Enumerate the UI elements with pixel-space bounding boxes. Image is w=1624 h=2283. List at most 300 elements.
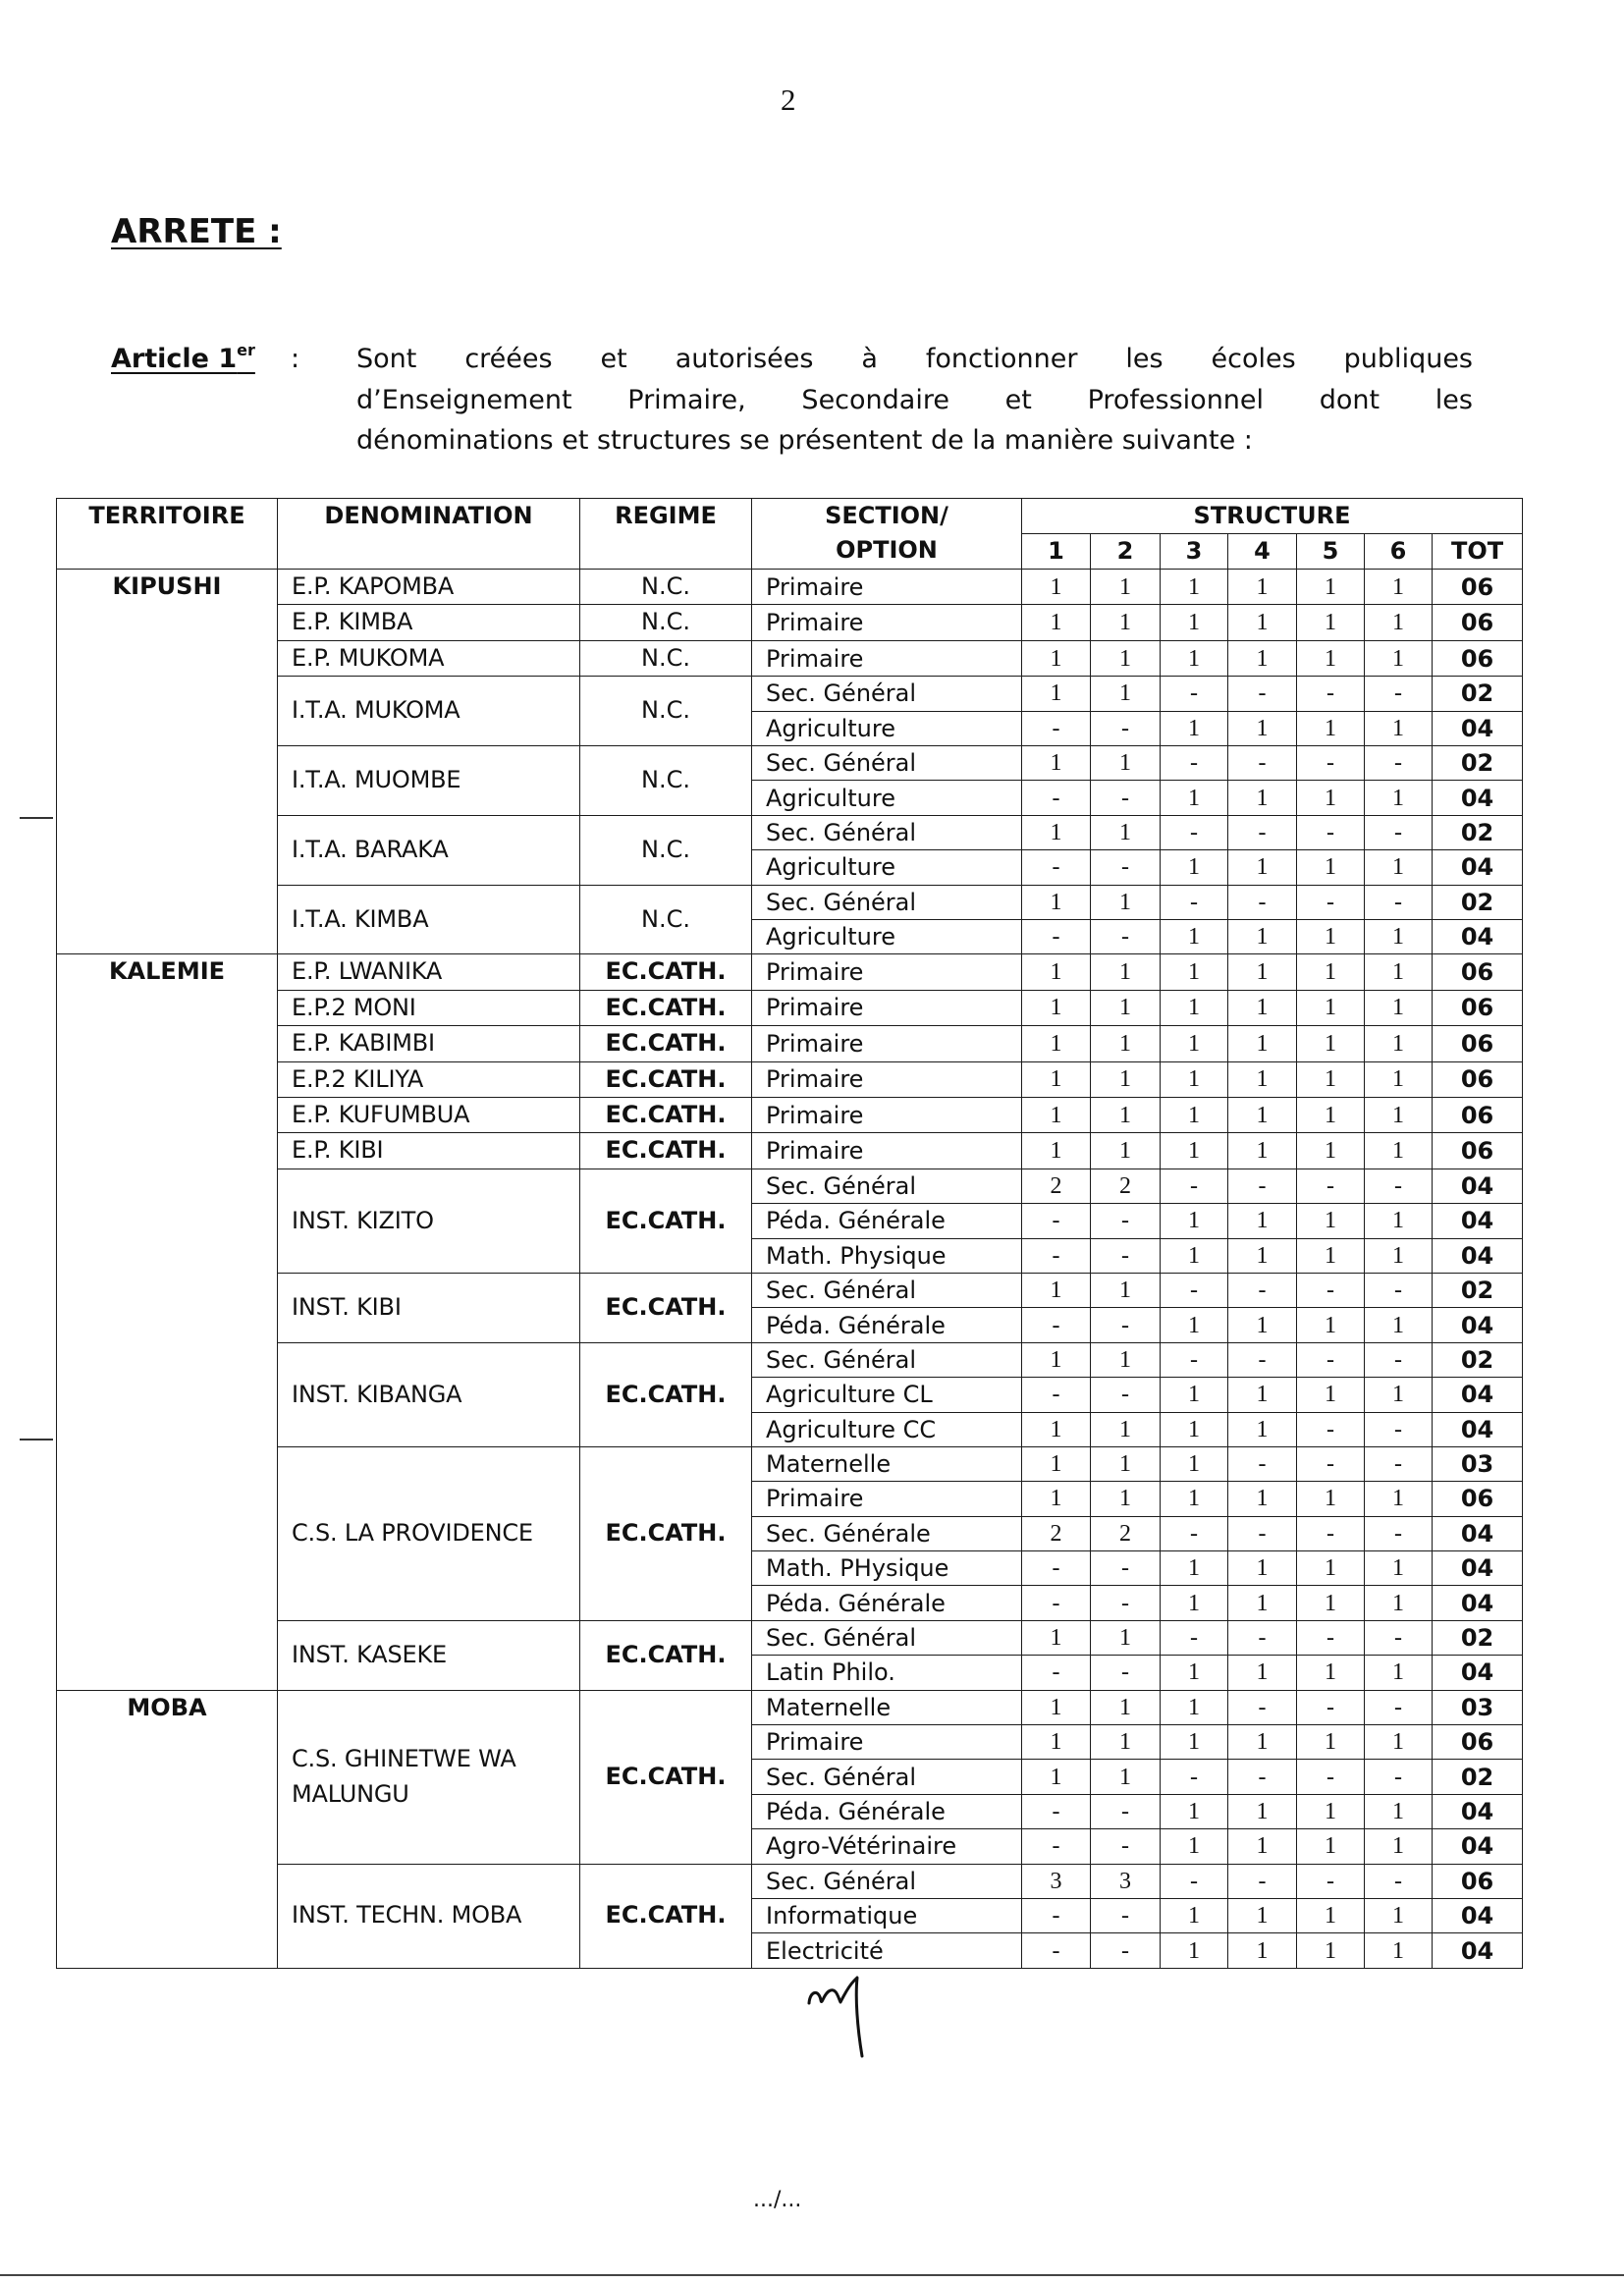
level-5-cell: 1 [1297, 990, 1365, 1025]
level-1-cell: 1 [1022, 1620, 1091, 1655]
level-3-cell: 1 [1161, 1482, 1228, 1516]
tot-cell: 06 [1433, 1133, 1523, 1169]
level-2-cell: 1 [1091, 954, 1161, 990]
level-2-cell: 1 [1091, 1412, 1161, 1446]
level-2-cell: 1 [1091, 1026, 1161, 1061]
level-1-cell: 1 [1022, 1760, 1091, 1794]
article-colon: : [291, 344, 300, 374]
level-5-cell: 1 [1297, 1551, 1365, 1586]
level-5-cell: 1 [1297, 1061, 1365, 1097]
denomination-cell: INST. TECHN. MOBA [278, 1864, 580, 1968]
level-6-cell: 1 [1365, 570, 1433, 605]
level-1-cell: - [1022, 850, 1091, 885]
level-4-cell: 1 [1228, 1378, 1297, 1412]
level-4-cell: 1 [1228, 990, 1297, 1025]
level-5-cell: - [1297, 1169, 1365, 1203]
denomination-cell: INST. KIBANGA [278, 1342, 580, 1446]
header-territoire: TERRITOIRE [57, 499, 278, 570]
level-3-cell: 1 [1161, 1412, 1228, 1446]
section-option-cell: Primaire [752, 640, 1022, 676]
denomination-cell: E.P. LWANIKA [278, 954, 580, 990]
tot-cell: 06 [1433, 1026, 1523, 1061]
denomination-cell: E.P.2 MONI [278, 990, 580, 1025]
level-2-cell: 1 [1091, 1061, 1161, 1097]
level-4-cell: 1 [1228, 1829, 1297, 1864]
level-1-cell: 1 [1022, 990, 1091, 1025]
tot-cell: 02 [1433, 1273, 1523, 1307]
level-6-cell: - [1365, 1690, 1433, 1724]
level-4-cell: - [1228, 1446, 1297, 1481]
level-2-cell: 3 [1091, 1864, 1161, 1898]
tot-cell: 04 [1433, 1308, 1523, 1342]
level-6-cell: - [1365, 1516, 1433, 1550]
level-5-cell: 1 [1297, 1204, 1365, 1238]
header-option: OPTION [836, 536, 938, 564]
level-1-cell: 1 [1022, 1097, 1091, 1132]
level-4-cell: 1 [1228, 605, 1297, 640]
section-option-cell: Sec. Général [752, 1169, 1022, 1203]
level-1-cell: 1 [1022, 640, 1091, 676]
section-option-cell: Sec. Général [752, 1273, 1022, 1307]
level-4-cell: 1 [1228, 1133, 1297, 1169]
level-3-cell: 1 [1161, 1026, 1228, 1061]
level-6-cell: 1 [1365, 711, 1433, 745]
level-2-cell: 1 [1091, 1482, 1161, 1516]
level-4-cell: 1 [1228, 1238, 1297, 1273]
level-6-cell: 1 [1365, 1204, 1433, 1238]
tot-cell: 04 [1433, 1829, 1523, 1864]
table-row [57, 954, 1523, 990]
level-6-cell: - [1365, 1620, 1433, 1655]
level-3-cell: 1 [1161, 1794, 1228, 1828]
article-label-superscript: er [237, 341, 255, 359]
level-3-cell: - [1161, 1760, 1228, 1794]
level-5-cell: - [1297, 746, 1365, 781]
header-section: SECTION/ [825, 502, 948, 529]
territoire-cell: KALEMIE [57, 954, 278, 1690]
tot-cell: 02 [1433, 677, 1523, 711]
level-1-cell: 1 [1022, 746, 1091, 781]
section-option-cell: Maternelle [752, 1446, 1022, 1481]
continuation-mark: .../... [753, 2188, 802, 2212]
level-5-cell: - [1297, 1760, 1365, 1794]
level-3-cell: - [1161, 746, 1228, 781]
level-2-cell: 1 [1091, 1620, 1161, 1655]
regime-cell: EC.CATH. [580, 1342, 752, 1446]
header-denomination: DENOMINATION [278, 499, 580, 570]
level-2-cell: 1 [1091, 990, 1161, 1025]
level-6-cell: 1 [1365, 1097, 1433, 1132]
section-option-cell: Péda. Générale [752, 1204, 1022, 1238]
level-2-cell: - [1091, 1656, 1161, 1690]
level-3-cell: 1 [1161, 1725, 1228, 1760]
level-2-cell: 1 [1091, 1725, 1161, 1760]
level-2-cell: - [1091, 1933, 1161, 1968]
level-3-cell: 1 [1161, 711, 1228, 745]
territoire-cell: MOBA [57, 1690, 278, 1968]
level-5-cell: 1 [1297, 1238, 1365, 1273]
level-6-cell: 1 [1365, 990, 1433, 1025]
level-4-cell: - [1228, 1864, 1297, 1898]
denomination-cell: E.P. KAPOMBA [278, 570, 580, 605]
section-option-cell: Agro-Vétérinaire [752, 1829, 1022, 1864]
level-5-cell: - [1297, 1412, 1365, 1446]
level-1-cell: - [1022, 1829, 1091, 1864]
level-5-cell: 1 [1297, 1586, 1365, 1620]
level-2-cell: 1 [1091, 815, 1161, 849]
page-edge-line [0, 2274, 1624, 2276]
level-5-cell: 1 [1297, 1898, 1365, 1932]
tot-cell: 04 [1433, 1412, 1523, 1446]
level-4-cell: 1 [1228, 570, 1297, 605]
article-label-text: Article 1 [111, 344, 238, 374]
level-5-cell: 1 [1297, 1933, 1365, 1968]
regime-cell: N.C. [580, 885, 752, 954]
regime-cell: EC.CATH. [580, 990, 752, 1025]
regime-cell: EC.CATH. [580, 1026, 752, 1061]
section-option-cell: Electricité [752, 1933, 1022, 1968]
level-2-cell: 1 [1091, 1133, 1161, 1169]
level-5-cell: 1 [1297, 640, 1365, 676]
denomination-cell: I.T.A. KIMBA [278, 885, 580, 954]
level-4-cell: - [1228, 885, 1297, 919]
header-section-option [752, 499, 1022, 570]
level-4-cell: 1 [1228, 1898, 1297, 1932]
level-2-cell: - [1091, 919, 1161, 953]
level-4-cell: 1 [1228, 1656, 1297, 1690]
level-1-cell: 1 [1022, 570, 1091, 605]
regime-cell: N.C. [580, 570, 752, 605]
level-3-cell: 1 [1161, 1933, 1228, 1968]
level-1-cell: - [1022, 1378, 1091, 1412]
level-5-cell: - [1297, 1273, 1365, 1307]
table-body [57, 570, 1523, 1969]
tot-cell: 04 [1433, 1516, 1523, 1550]
level-6-cell: - [1365, 746, 1433, 781]
denomination-cell: E.P.2 KILIYA [278, 1061, 580, 1097]
section-option-cell: Primaire [752, 605, 1022, 640]
level-4-cell: - [1228, 677, 1297, 711]
level-6-cell: 1 [1365, 1725, 1433, 1760]
level-2-cell: - [1091, 1238, 1161, 1273]
level-2-cell: - [1091, 1898, 1161, 1932]
section-option-cell: Informatique [752, 1898, 1022, 1932]
article-line: dénominations et structures se présentent de la manière suivante : [356, 425, 1253, 456]
article-line: Sont créées et autorisées à fonctionner les écoles publiques [356, 344, 1473, 374]
level-2-cell: - [1091, 1378, 1161, 1412]
level-4-cell: - [1228, 815, 1297, 849]
regime-cell: EC.CATH. [580, 1864, 752, 1968]
level-2-cell: 1 [1091, 1097, 1161, 1132]
level-3-cell: 1 [1161, 1446, 1228, 1481]
level-4-cell: 1 [1228, 1551, 1297, 1586]
section-option-cell: Péda. Générale [752, 1586, 1022, 1620]
section-option-cell: Primaire [752, 1061, 1022, 1097]
regime-cell: EC.CATH. [580, 1620, 752, 1690]
section-option-cell: Sec. Général [752, 1342, 1022, 1377]
level-5-cell: 1 [1297, 1097, 1365, 1132]
tot-cell: 02 [1433, 746, 1523, 781]
level-6-cell: 1 [1365, 850, 1433, 885]
section-option-cell: Sec. Général [752, 677, 1022, 711]
level-6-cell: 1 [1365, 1378, 1433, 1412]
level-3-cell: 1 [1161, 1690, 1228, 1724]
level-3-cell: 1 [1161, 1097, 1228, 1132]
section-option-cell: Primaire [752, 570, 1022, 605]
level-4-cell: - [1228, 1620, 1297, 1655]
level-4-cell: 1 [1228, 640, 1297, 676]
level-5-cell: 1 [1297, 781, 1365, 815]
level-5-cell: - [1297, 1446, 1365, 1481]
level-6-cell: - [1365, 677, 1433, 711]
tot-cell: 04 [1433, 711, 1523, 745]
level-6-cell: - [1365, 1342, 1433, 1377]
level-4-cell: 1 [1228, 1097, 1297, 1132]
level-4-cell: 1 [1228, 919, 1297, 953]
level-3-cell: - [1161, 885, 1228, 919]
level-6-cell: 1 [1365, 1026, 1433, 1061]
level-5-cell: - [1297, 1620, 1365, 1655]
level-3-cell: 1 [1161, 1204, 1228, 1238]
table-header [57, 499, 1523, 570]
level-6-cell: 1 [1365, 1933, 1433, 1968]
level-2-cell: 1 [1091, 1273, 1161, 1307]
level-6-cell: 1 [1365, 1061, 1433, 1097]
level-6-cell: - [1365, 1864, 1433, 1898]
level-2-cell: 1 [1091, 1446, 1161, 1481]
level-1-cell: - [1022, 1238, 1091, 1273]
section-option-cell: Agriculture CL [752, 1378, 1022, 1412]
tot-cell: 04 [1433, 1794, 1523, 1828]
handwritten-initials [805, 1976, 884, 2060]
level-2-cell: - [1091, 1308, 1161, 1342]
section-option-cell: Agriculture [752, 850, 1022, 885]
level-2-cell: 1 [1091, 746, 1161, 781]
level-2-cell: 1 [1091, 605, 1161, 640]
level-3-cell: 1 [1161, 1586, 1228, 1620]
level-1-cell: - [1022, 1204, 1091, 1238]
level-4-cell: 1 [1228, 1061, 1297, 1097]
level-2-cell: 1 [1091, 885, 1161, 919]
level-4-cell: 1 [1228, 954, 1297, 990]
tot-cell: 04 [1433, 781, 1523, 815]
level-3-cell: 1 [1161, 1378, 1228, 1412]
level-3-cell: 1 [1161, 570, 1228, 605]
level-3-cell: 1 [1161, 954, 1228, 990]
level-5-cell: - [1297, 677, 1365, 711]
tot-cell: 02 [1433, 885, 1523, 919]
tot-cell: 06 [1433, 954, 1523, 990]
scan-mark [20, 817, 53, 819]
level-1-cell: 1 [1022, 1273, 1091, 1307]
level-6-cell: 1 [1365, 1898, 1433, 1932]
schools-structure-table [56, 498, 1523, 1969]
level-5-cell: - [1297, 885, 1365, 919]
level-3-cell: 1 [1161, 1238, 1228, 1273]
level-5-cell: 1 [1297, 850, 1365, 885]
header-level-6: 6 [1365, 534, 1433, 570]
level-3-cell: - [1161, 677, 1228, 711]
level-6-cell: - [1365, 885, 1433, 919]
level-4-cell: 1 [1228, 1482, 1297, 1516]
section-option-cell: Péda. Générale [752, 1794, 1022, 1828]
section-option-cell: Agriculture CC [752, 1412, 1022, 1446]
regime-cell: N.C. [580, 640, 752, 676]
level-1-cell: 2 [1022, 1516, 1091, 1550]
level-5-cell: 1 [1297, 605, 1365, 640]
level-1-cell: - [1022, 1586, 1091, 1620]
level-3-cell: 1 [1161, 605, 1228, 640]
level-2-cell: 1 [1091, 640, 1161, 676]
level-1-cell: 2 [1022, 1169, 1091, 1203]
level-5-cell: 1 [1297, 1026, 1365, 1061]
tot-cell: 04 [1433, 1933, 1523, 1968]
level-4-cell: 1 [1228, 1026, 1297, 1061]
denomination-cell: I.T.A. MUOMBE [278, 746, 580, 816]
tot-cell: 04 [1433, 1169, 1523, 1203]
level-5-cell: - [1297, 815, 1365, 849]
level-6-cell: - [1365, 1446, 1433, 1481]
level-6-cell: - [1365, 1412, 1433, 1446]
tot-cell: 04 [1433, 1898, 1523, 1932]
level-5-cell: 1 [1297, 570, 1365, 605]
level-2-cell: 1 [1091, 1342, 1161, 1377]
level-1-cell: 1 [1022, 1412, 1091, 1446]
level-1-cell: - [1022, 1551, 1091, 1586]
level-4-cell: 1 [1228, 711, 1297, 745]
denomination-cell: INST. KIBI [278, 1273, 580, 1342]
level-3-cell: 1 [1161, 781, 1228, 815]
regime-cell: N.C. [580, 605, 752, 640]
level-2-cell: 2 [1091, 1169, 1161, 1203]
level-1-cell: - [1022, 781, 1091, 815]
tot-cell: 06 [1433, 570, 1523, 605]
section-option-cell: Primaire [752, 1725, 1022, 1760]
level-2-cell: - [1091, 850, 1161, 885]
level-4-cell: - [1228, 1516, 1297, 1550]
level-6-cell: - [1365, 815, 1433, 849]
header-row [57, 499, 1523, 534]
level-1-cell: 1 [1022, 605, 1091, 640]
section-option-cell: Maternelle [752, 1690, 1022, 1724]
level-3-cell: 1 [1161, 1829, 1228, 1864]
section-option-cell: Sec. Général [752, 885, 1022, 919]
tot-cell: 06 [1433, 1061, 1523, 1097]
level-5-cell: 1 [1297, 1794, 1365, 1828]
level-5-cell: 1 [1297, 954, 1365, 990]
level-6-cell: 1 [1365, 640, 1433, 676]
level-1-cell: - [1022, 919, 1091, 953]
level-3-cell: 1 [1161, 1133, 1228, 1169]
tot-cell: 04 [1433, 1204, 1523, 1238]
level-6-cell: 1 [1365, 954, 1433, 990]
scan-mark [20, 1439, 53, 1440]
level-4-cell: 1 [1228, 1794, 1297, 1828]
level-5-cell: - [1297, 1690, 1365, 1724]
level-4-cell: 1 [1228, 1204, 1297, 1238]
level-3-cell: 1 [1161, 1656, 1228, 1690]
tot-cell: 04 [1433, 1238, 1523, 1273]
level-1-cell: - [1022, 1898, 1091, 1932]
section-option-cell: Primaire [752, 1026, 1022, 1061]
article-label [111, 339, 255, 379]
level-6-cell: 1 [1365, 1238, 1433, 1273]
level-6-cell: 1 [1365, 1308, 1433, 1342]
level-2-cell: 1 [1091, 1690, 1161, 1724]
tot-cell: 04 [1433, 919, 1523, 953]
tot-cell: 06 [1433, 1482, 1523, 1516]
section-option-cell: Primaire [752, 1482, 1022, 1516]
tot-cell: 04 [1433, 1656, 1523, 1690]
denomination-cell: C.S. GHINETWE WA MALUNGU [278, 1690, 580, 1864]
level-3-cell: - [1161, 1169, 1228, 1203]
denomination-cell: E.P. KUFUMBUA [278, 1097, 580, 1132]
level-1-cell: 1 [1022, 1482, 1091, 1516]
level-2-cell: 1 [1091, 677, 1161, 711]
level-3-cell: 1 [1161, 1308, 1228, 1342]
level-5-cell: 1 [1297, 1656, 1365, 1690]
level-4-cell: 1 [1228, 781, 1297, 815]
tot-cell: 04 [1433, 1378, 1523, 1412]
header-level-2: 2 [1091, 534, 1161, 570]
regime-cell: EC.CATH. [580, 1273, 752, 1342]
level-6-cell: 1 [1365, 1133, 1433, 1169]
level-1-cell: - [1022, 1656, 1091, 1690]
level-1-cell: 1 [1022, 1690, 1091, 1724]
section-option-cell: Math. Physique [752, 1238, 1022, 1273]
denomination-cell: E.P. KABIMBI [278, 1026, 580, 1061]
level-1-cell: - [1022, 1308, 1091, 1342]
section-option-cell: Primaire [752, 954, 1022, 990]
level-1-cell: 1 [1022, 815, 1091, 849]
level-6-cell: 1 [1365, 781, 1433, 815]
regime-cell: N.C. [580, 815, 752, 885]
level-3-cell: - [1161, 815, 1228, 849]
level-6-cell: 1 [1365, 605, 1433, 640]
level-3-cell: 1 [1161, 990, 1228, 1025]
table-row [57, 1690, 1523, 1724]
level-2-cell: - [1091, 1204, 1161, 1238]
level-4-cell: 1 [1228, 850, 1297, 885]
denomination-cell: E.P. KIBI [278, 1133, 580, 1169]
denomination-cell: INST. KASEKE [278, 1620, 580, 1690]
header-level-1: 1 [1022, 534, 1091, 570]
section-option-cell: Péda. Générale [752, 1308, 1022, 1342]
tot-cell: 06 [1433, 1725, 1523, 1760]
level-4-cell: - [1228, 1273, 1297, 1307]
tot-cell: 02 [1433, 815, 1523, 849]
level-1-cell: 1 [1022, 1061, 1091, 1097]
level-4-cell: - [1228, 1690, 1297, 1724]
tot-cell: 02 [1433, 1620, 1523, 1655]
level-2-cell: - [1091, 1551, 1161, 1586]
tot-cell: 03 [1433, 1446, 1523, 1481]
section-option-cell: Sec. Général [752, 815, 1022, 849]
level-6-cell: 1 [1365, 1551, 1433, 1586]
header-level-5: 5 [1297, 534, 1365, 570]
level-6-cell: 1 [1365, 1482, 1433, 1516]
level-2-cell: - [1091, 1829, 1161, 1864]
section-option-cell: Primaire [752, 990, 1022, 1025]
regime-cell: N.C. [580, 746, 752, 816]
level-4-cell: 1 [1228, 1308, 1297, 1342]
tot-cell: 02 [1433, 1760, 1523, 1794]
level-3-cell: - [1161, 1516, 1228, 1550]
level-5-cell: 1 [1297, 1133, 1365, 1169]
level-4-cell: 1 [1228, 1412, 1297, 1446]
level-6-cell: 1 [1365, 1829, 1433, 1864]
level-2-cell: - [1091, 781, 1161, 815]
